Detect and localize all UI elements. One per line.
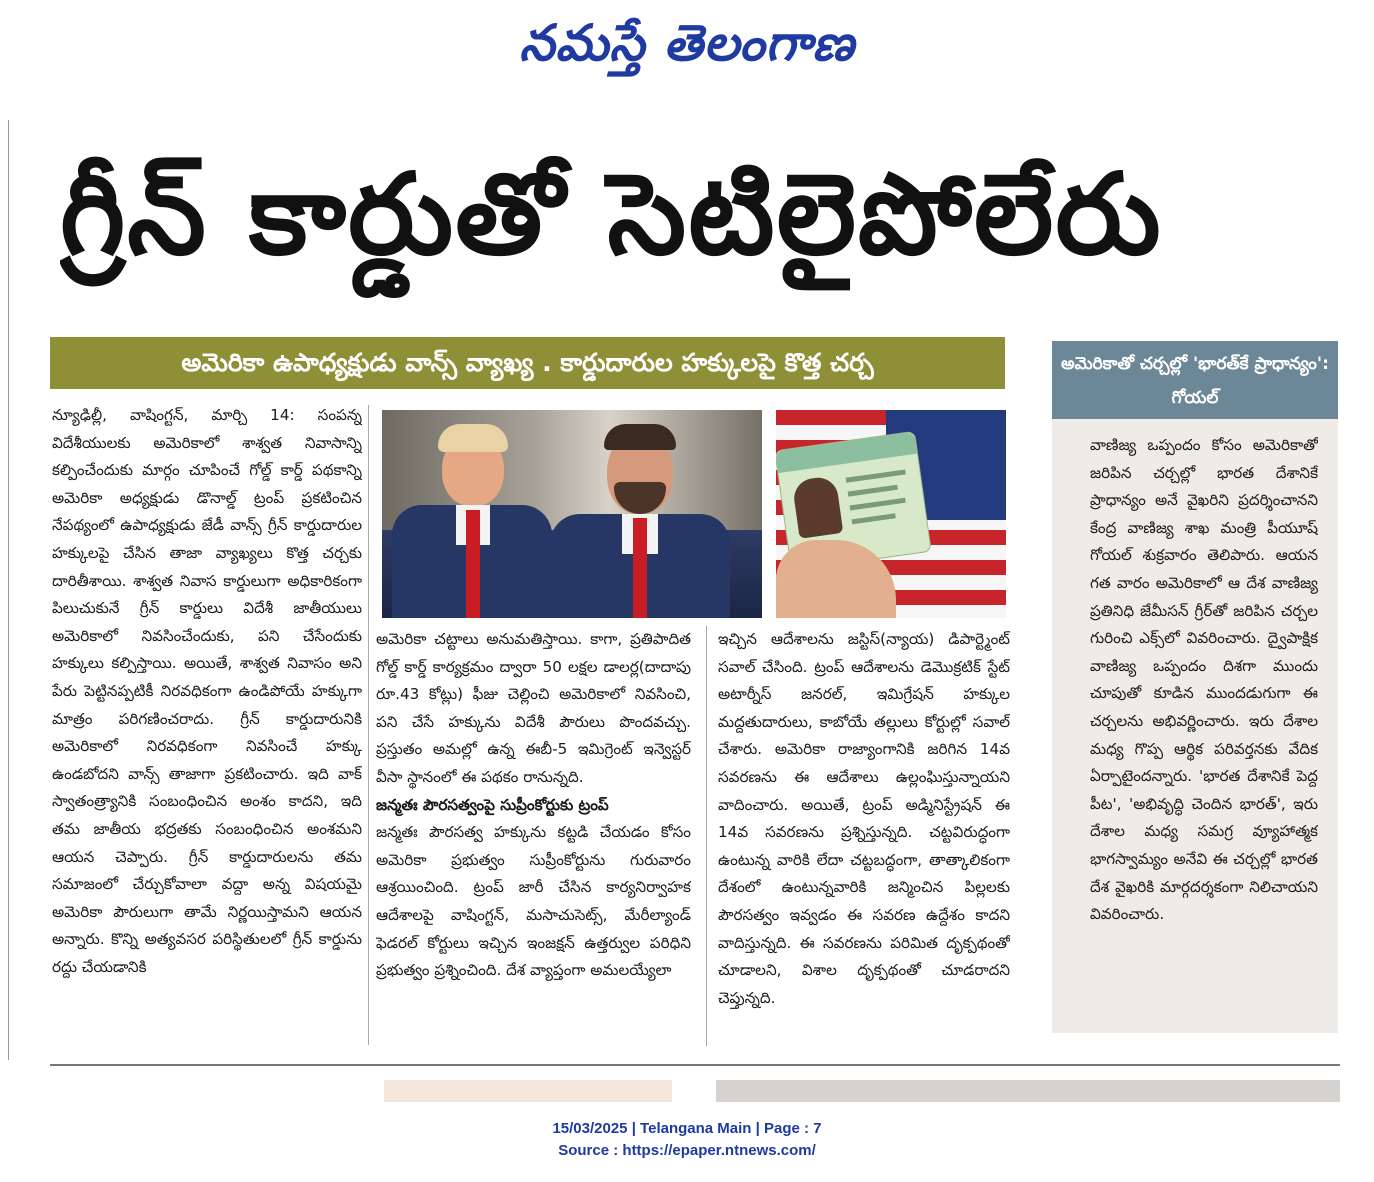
next-story-image — [716, 1080, 1340, 1102]
card-text-line — [848, 485, 898, 497]
sidebar-title: అమెరికాతో చర్చల్లో 'భారత్‌కే ప్రాధాన్యం': గోయల్ — [1052, 341, 1338, 419]
masthead-logo: నమస్తే తెలంగాణ — [519, 14, 855, 72]
article-column-2 — [376, 626, 691, 1046]
article-paragraph: అమెరికా చట్టాలు అనుమతిస్తాయి. కాగా, ప్రతిపాదిత గోల్డ్ కార్డ్ కార్యక్రమం ద్వారా 50 లక్షల డాలర్ల(దాదాపు రూ.43 కోట్లు) ఫీజు చెల్లించి అమెరికాలో నివసించి, పని చేసే హక్కును విదేశీ పౌరులు పొందవచ్చు. ప్రస్తుతం అమల్లో ఉన్న ఈబీ-5 ఇమిగ్రెంట్ ఇన్వెస్టర్ వీసా స్థానంలో ఈ పథకం రానున్నది. — [376, 630, 691, 786]
person-tie — [466, 510, 480, 618]
bottom-divider — [50, 1064, 1340, 1066]
card-text-line — [850, 498, 906, 511]
footer-source-link[interactable]: Source : https://epaper.ntnews.com/ — [558, 1142, 816, 1159]
person-hair — [604, 424, 676, 450]
column-divider — [706, 626, 707, 1046]
card-photo — [792, 475, 844, 539]
article-paragraph: న్యూఢిల్లీ, వాషింగ్టన్, మార్చి 14: సంపన్న విదేశీయులకు అమెరికాలో శాశ్వత నివాసాన్ని కల్పించేందుకు మార్గం చూపించే గోల్డ్ కార్డ్ పథకాన్ని అమెరికా అధ్యక్షుడు డొనాల్డ్ ట్రంప్ ప్రకటించిన నేపథ్యంలో ఉపాధ్యక్షుడు జేడీ వాన్స్ గ్రీన్ కార్డుదారుల హక్కులపై చేసిన తాజా వ్యాఖ్యలు కొత్త చర్చకు దారితీశాయి. శాశ్వత నివాస కార్డులుగా అధికారికంగా పిలుచుకునే గ్రీన్ కార్డులు విదేశీ జాతీయులు అమెరికాలో నివసించేందుకు, పని చేసేందుకు హక్కులు కల్పిస్తాయి. అయితే, శాశ్వత నివాసం అని పేరు పెట్టినప్పటికీ నిరవధికంగా ఉండిపోయే హక్కుగా మాత్రం పరిగణించరాదు. గ్రీన్ కార్డుదారునికి అమెరికాలో నిరవధికంగా నివసించే హక్కు ఉండబోదని వాన్స్ తాజాగా ప్రకటించారు. ఇది వాక్ స్వాతంత్ర్యానికి సంబంధించిన అంశం కాదని, ఇది తమ జాతీయ భద్రతకు సంబంధించిన అంశమని ఆయన చెప్పారు. గ్రీన్ కార్డుదారులను తమ సమాజంలో చేర్చుకోవాలా వద్దా అన్న విషయమై అమెరికా పౌరులుగా తామే నిర్ణయిస్తామని ఆయన అన్నారు. కొన్ని అత్యవసర పరిస్థితులలో గ్రీన్ కార్డును రద్దు చేయడానికి — [52, 406, 362, 976]
card-text-line — [852, 513, 896, 524]
article-subhead: జన్మతః పౌరసత్వంపై సుప్రీంకోర్టుకు ట్రంప్ — [376, 795, 609, 814]
card-text-line — [846, 469, 906, 482]
person-hair — [438, 424, 508, 452]
next-story-image — [384, 1080, 672, 1102]
footer-edition-info: 15/03/2025 | Telangana Main | Page : 7 — [552, 1120, 822, 1137]
article-column-1 — [52, 402, 362, 1048]
headline: గ్రీన్ కార్డుతో సెటిలైపోలేరు — [60, 150, 1163, 280]
photo-green-card-flag — [776, 410, 1006, 618]
person-tie — [633, 518, 647, 618]
sidebar-text — [1090, 432, 1318, 1022]
article-paragraph: ఇచ్చిన ఆదేశాలను జస్టిస్(న్యాయ) డిపార్ట్మెంట్ సవాల్ చేసింది. ట్రంప్ ఆదేశాలను డెమొక్రటిక్ స్టేట్ అటార్నీస్ జనరల్, ఇమిగ్రేషన్ హక్కుల మద్దతుదారులు, కాబోయే తల్లులు కోర్టుల్లో సవాల్ చేశారు. అమెరికా రాజ్యాంగానికి జరిగిన 14వ సవరణను ఈ ఆదేశాలు ఉల్లంఘిస్తున్నాయని వాదించారు. అయితే, ట్రంప్ అడ్మినిస్ట్రేషన్ ఈ 14వ సవరణను ప్రశ్నిస్తున్నది. చట్టవిరుద్ధంగా ఉంటున్న వారికి లేదా చట్టబద్ధంగా, తాత్కాలికంగా దేశంలో ఉంటున్నవారికి జన్మించిన పిల్లలకు పౌరసత్వం ఇవ్వడం ఈ సవరణ ఉద్దేశం కాదని వాదిస్తున్నది. ఈ సవరణను పరిమిత దృక్పథంతో చూడాలని, విశాల దృక్పథంతో చూడరాదని చెప్తున్నది. — [718, 630, 1010, 1007]
card-header-band — [776, 432, 917, 473]
next-story-teaser — [48, 1080, 328, 1102]
article-paragraph: జన్మతః పౌరసత్వ హక్కును కట్టడి చేయడం కోసం అమెరికా ప్రభుత్వం సుప్రీంకోర్టును గురువారం ఆశ్రయించింది. ట్రంప్ జారీ చేసిన కార్యనిర్వాహక ఆదేశాలపై వాషింగ్టన్, మసాచుసెట్స్, మేరీల్యాండ్ ఫెడరల్ కోర్టులు ఇచ్చిన ఇంజక్షన్ ఉత్తర్వుల పరిధిని ప్రభుత్వం ప్రశ్నించింది. దేశ వ్యాప్తంగా అమలయ్యేలా — [376, 823, 691, 980]
article-column-3 — [718, 626, 1010, 1046]
sidebar-paragraph: వాణిజ్య ఒప్పందం కోసం అమెరికాతో జరిపిన చర్చల్లో భారత దేశానికే ప్రాధాన్యం అనే వైఖరిని ప్రదర్శించానని కేంద్ర వాణిజ్య శాఖ మంత్రి పీయూష్ గోయల్ శుక్రవారం తెలిపారు. ఆయన గత వారం అమెరికాలో ఆ దేశ వాణిజ్య ప్రతినిధి జేమీసన్ గ్రీర్‌తో జరిపిన చర్చల గురించి ఎక్స్‌లో వివరించారు. ద్వైపాక్షిక వాణిజ్య ఒప్పందం దిశగా ముందు చూపుతో కూడిన ముందడుగుగా ఈ చర్చలను అభివర్ణించారు. ఇరు దేశాల మధ్య గొప్ప ఆర్థిక పరివర్తనకు వేదిక ఏర్పాటైందన్నారు. 'భారత దేశానికే పెద్ద పీట', 'అభివృద్ధి చెందిన భారత్', ఇరు దేశాల మధ్య సమగ్ర వ్యూహాత్మక భాగస్వామ్యం అనేవి ఈ చర్చల్లో భారత దేశ వైఖరికి మార్గదర్శకంగా నిలిచాయని వివరించారు. — [1090, 436, 1318, 924]
photo-trump-vance — [382, 410, 762, 618]
kicker-banner: అమెరికా ఉపాధ్యక్షుడు వాన్స్ వ్యాఖ్య . కార్డుదారుల హక్కులపై కొత్త చర్చ — [50, 337, 1005, 389]
column-divider — [368, 405, 369, 1045]
page-footer — [0, 1118, 1374, 1162]
left-border-rule — [8, 120, 9, 1060]
